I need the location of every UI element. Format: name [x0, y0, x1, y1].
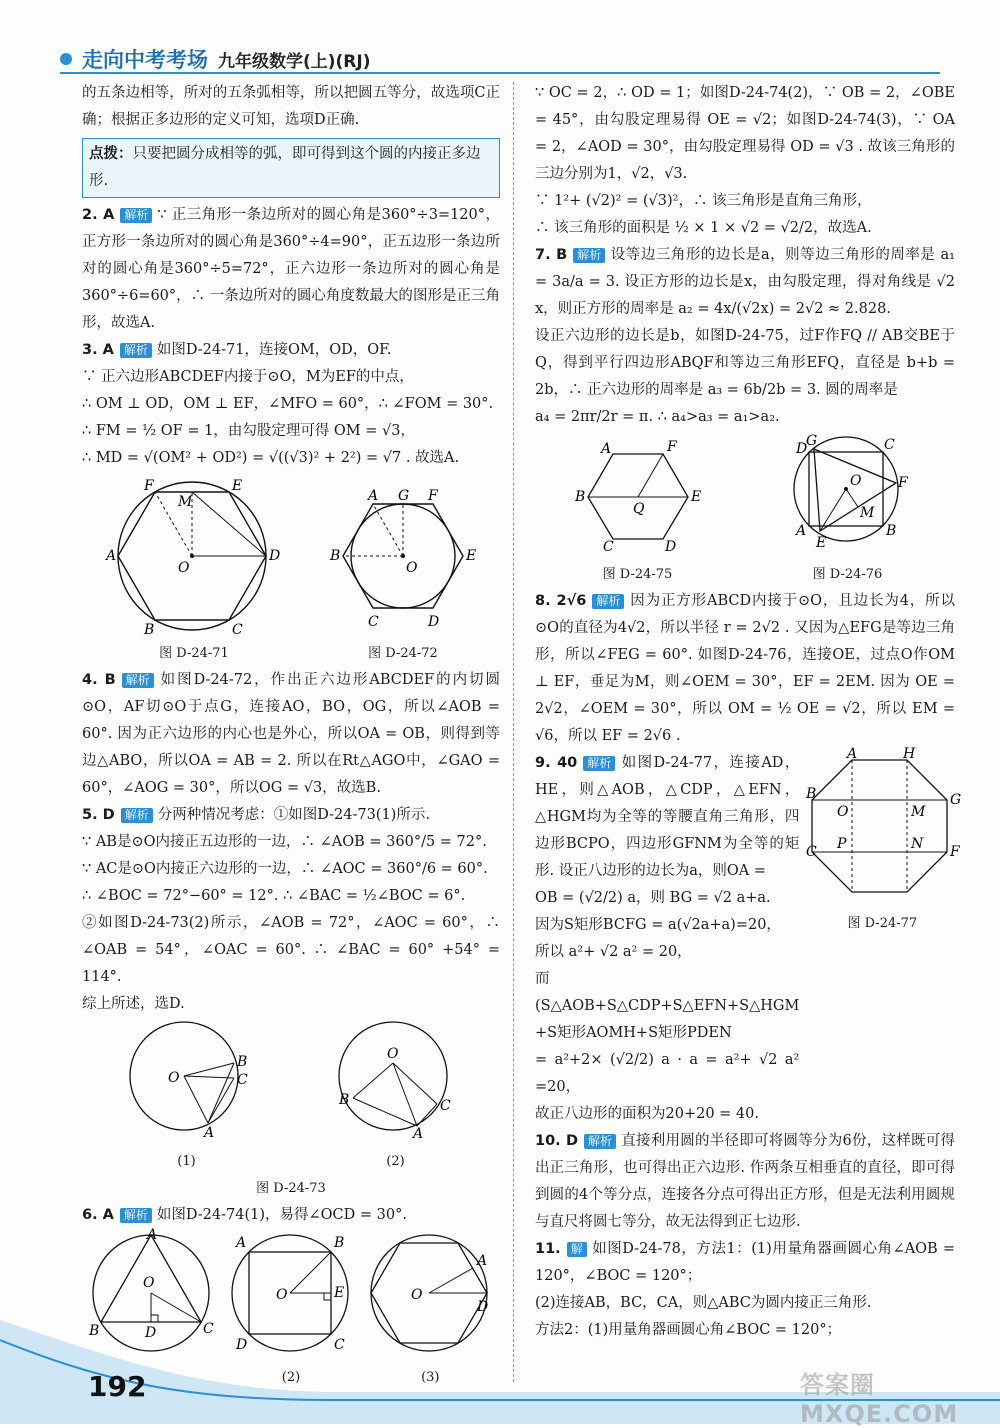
figure-d-24-77 — [806, 746, 962, 1128]
answer-line: 如图D-24-78，方法1：(1)用量角器画圆心角∠AOB = 120°，∠BOC = 120°； — [535, 1241, 955, 1284]
answer-text: 直接利用圆的半径即可将圆等分为6份，这样既可得出正三角形，也可得出正六边形. 作两条互相垂直的直径，即可得到圆的4个等分点，连接各分点可得出正方形，但是无法利用圆规与直尺将圆七等分，故无法得到正七边形. — [535, 1133, 955, 1230]
answer-line: (2)连接AB，BC，CA，则△ABC为圆内接正三角形. — [535, 1295, 872, 1311]
answer-5 — [82, 802, 500, 829]
svg-text:G: G — [950, 792, 962, 808]
answer-11 — [535, 1236, 955, 1290]
svg-text:B: B — [236, 1054, 247, 1070]
svg-text:M: M — [911, 804, 926, 820]
answer-text: 如图D-24-74(1)，易得∠OCD = 30°. — [156, 1207, 407, 1223]
svg-text:O: O — [406, 560, 418, 576]
svg-text:D: D — [269, 548, 281, 564]
answer-line: ∴ ∠BOC = 72°−60° = 12°. ∴ ∠BAC = ½∠BOC = 6°. — [82, 888, 466, 904]
circle-chords-diagram-1 — [122, 1018, 252, 1141]
answer-line: 方法2：(1)用量角器画圆心角∠BOC = 120°； — [535, 1322, 842, 1338]
figure-caption: 图 D-24-77 — [847, 916, 918, 931]
svg-text:N: N — [911, 836, 924, 852]
answer-line: 而(S△AOB+S△CDP+S△EFN+S△HGM +S矩形AOMH+S矩形PDEN — [535, 971, 800, 1041]
figure-73-part-2 — [331, 1018, 461, 1175]
analysis-tag: 解析 — [592, 594, 624, 609]
answer-line: 综上所述，选D. — [82, 996, 185, 1012]
answer-9-block — [535, 746, 962, 1128]
svg-text:B: B — [574, 489, 585, 505]
svg-text:D: D — [144, 1325, 156, 1341]
left-column — [82, 80, 500, 1418]
analysis-tag: 解 — [567, 1242, 587, 1257]
svg-text:A: A — [847, 746, 858, 762]
figure-caption: 图 D-24-75 — [602, 567, 673, 582]
analysis-tag: 解析 — [584, 1134, 616, 1149]
svg-text:Q: Q — [632, 501, 644, 517]
answer-line: ∵ 正六边形ABCDEF内接于⊙O，M为EF的中点， — [82, 369, 414, 385]
book-subtitle: 九年级数学(上)(RJ) — [218, 51, 371, 72]
svg-text:O: O — [275, 1287, 288, 1303]
hexagon-parallelogram-diagram — [573, 439, 703, 555]
svg-text:C: C — [439, 1098, 451, 1114]
svg-text:O: O — [178, 560, 190, 576]
analysis-tag: 解析 — [583, 756, 615, 771]
svg-text:B: B — [330, 548, 341, 564]
answer-line: ∴ MD = √(OM² + OD²) = √((√3)² + 2²) = √7 . 故选A. — [82, 450, 460, 466]
svg-text:B: B — [333, 1235, 345, 1251]
svg-text:O: O — [837, 804, 849, 820]
hexagon-circle-diagram — [104, 476, 284, 636]
answer-text: 如图D-24-72，作出正六边形ABCDEF的内切圆⊙O，AF切⊙O于点G，连接AO，BO，OG，所以∠AOB = 60°. 因为正六边形的内心也是外心，所以OA = OB，则得到等边△ABO，所以OA = AB = 2. 所以在Rt△AGO中，∠GAO = 60°，∠AOG = 30°，所以OG = √3，故选B. — [82, 672, 501, 796]
answer-2 — [82, 202, 500, 337]
answer-line: ∵ OC = 2，∴ OD = 1；如图D-24-74(2)，∵ OB = 2，∠OBE = 45°，由勾股定理易得 OE = √2；如图D-24-74(3)，∵ OA = 2，∠AOD = 30°，由勾股定理易得 OD = √3 . 故该三角形的三边分别为1，√2，√3. — [535, 85, 955, 182]
svg-text:B: B — [88, 1323, 99, 1339]
svg-text:G: G — [398, 488, 410, 504]
answer-line: ∵ AB是⊙O内接正五边形的一边，∴ ∠AOB = 360°/5 = 72°. — [82, 834, 487, 850]
svg-text:H: H — [903, 746, 916, 762]
answer-9-first — [535, 750, 799, 885]
svg-text:B: B — [885, 523, 896, 539]
svg-text:D: D — [664, 539, 676, 555]
svg-text:D: D — [428, 614, 440, 630]
answer-line: 如图D-24-71，连接OM，OD，OF. — [156, 342, 392, 358]
answer-line: = a²+2× (√2/2) a · a = a²+ √2 a² =20， — [535, 1052, 800, 1095]
circle-chords-diagram-2 — [331, 1018, 461, 1142]
answer-line: 如图D-24-77，连接AD，HE，则△AOB，△CDP，△EFN，△HGM均为全等的等腰直角三角形，四边形BCPO，四边形GFNM为全等的矩形. 设正八边形的边长为a，则OA = — [535, 755, 800, 879]
intro-text: 的五条边相等，所对的五条弧相等，所以把圆五等分，故选项C正确；根据正多边形的定义可知，选项D正确. — [82, 85, 500, 128]
answer-line: ∴ FM = ½ OF = 1，由勾股定理可得 OM = √3， — [82, 423, 415, 439]
figure-d-24-73 — [82, 1018, 500, 1175]
tip-label: 点拨： — [89, 146, 133, 162]
figure-sub-caption: (2) — [386, 1154, 405, 1169]
answer-7 — [535, 242, 955, 323]
analysis-tag: 解析 — [120, 208, 152, 223]
answer-line: a₄ = 2πr/2r = π. ∴ a₄>a₃ = a₁>a₂. — [535, 409, 780, 425]
svg-text:D: D — [477, 1299, 489, 1315]
answer-line: 所以 a²+ √2 a² = 20， — [535, 944, 692, 960]
svg-text:A: A — [203, 1125, 214, 1141]
figure-row-75-76 — [535, 431, 955, 588]
figure-caption: 图 D-24-73 — [256, 1181, 326, 1196]
figure-73-part-1 — [122, 1018, 252, 1175]
answer-6 — [82, 1202, 500, 1229]
svg-text:C: C — [883, 437, 895, 453]
figure-row-71-72 — [82, 472, 500, 667]
watermark-logo: 答案圈 MXQE.COM — [800, 1371, 959, 1428]
svg-text:F: F — [950, 844, 961, 860]
answer-line: 设正六边形的边长是b，如图D-24-75，过F作FQ // AB交BE于Q，得到平行四边形ABQF和等边三角形EFQ，直径是 b+b = 2b，∴ 正六边形的周率是 a₃ = 6b/2b = 3. 圆的周率是 — [535, 328, 955, 398]
page-number: 192 — [88, 1370, 147, 1403]
analysis-tag: 解析 — [573, 248, 605, 263]
square-triangle-circle-diagram — [778, 431, 918, 551]
answer-number: 9. 40 — [535, 755, 578, 771]
svg-text:C: C — [202, 1321, 214, 1337]
svg-text:A: A — [235, 1235, 247, 1251]
svg-text:E: E — [466, 548, 477, 564]
svg-text:C: C — [602, 539, 614, 555]
svg-text:B: B — [338, 1092, 349, 1108]
analysis-tag: 解析 — [120, 1208, 152, 1223]
figure-d-24-76 — [778, 431, 918, 588]
page-header — [60, 44, 371, 74]
answer-number: 7. B — [535, 247, 568, 263]
answer-text: 因为正方形ABCD内接于⊙O，且边长为4，所以⊙O的直径为4√2，所以半径 r = 2√2 . 又因为△EFG是等边三角形，所以∠FEG = 60°. 如图D-24-76，连接OE，过点O作OM ⊥ EF，垂足为M，则∠OEM = 30°，EF = 2EM. 因为 OE = 2√2，∠OEM = 30°，所以 OM = ½ OE = √2，所以 EM = √6，所以 EF = 2√6 . — [535, 593, 955, 744]
svg-text:F: F — [144, 478, 154, 494]
answer-line: 故正八边形的面积为20+20 = 40. — [535, 1106, 759, 1122]
svg-text:E: E — [232, 478, 243, 494]
svg-text:C: C — [368, 614, 379, 630]
analysis-tag: 解析 — [120, 343, 152, 358]
tip-text: 只要把圆分成相等的弧，即可得到这个圆的内接正多边形. — [89, 146, 481, 189]
svg-text:C: C — [236, 1072, 248, 1088]
svg-text:C: C — [232, 622, 243, 638]
figure-caption: 图 D-24-72 — [368, 646, 438, 661]
svg-text:E: E — [333, 1285, 345, 1301]
figure-sub-caption: (3) — [421, 1370, 440, 1385]
svg-text:G: G — [805, 433, 817, 449]
svg-text:C: C — [333, 1337, 345, 1353]
svg-text:C: C — [806, 844, 818, 860]
answer-number: 5. D — [82, 807, 115, 823]
column-divider — [513, 82, 515, 1382]
figure-caption: 图 D-24-71 — [159, 646, 229, 661]
header-rule — [60, 72, 940, 74]
answer-text: ∵ 正三角形一条边所对的圆心角是360°÷3=120°，正方形一条边所对的圆心角是360°÷4=90°，正五边形一条边所对的圆心角是360°÷5=72°，正六边形一条边所对的圆心角是360°÷6=60°，∴ 一条边所对的圆心角度数最大的图形是正三角形，故选A. — [82, 207, 500, 331]
figure-d-24-71 — [104, 472, 284, 667]
answer-line: ∵ AC是⊙O内接正六边形的一边，∴ ∠AOC = 360°/6 = 60°. — [82, 861, 488, 877]
svg-text:F: F — [666, 439, 677, 455]
svg-text:A: A — [146, 1227, 157, 1243]
svg-text:O: O — [386, 1046, 398, 1062]
hexagon-incircle-diagram — [328, 486, 478, 636]
svg-text:A: A — [477, 1253, 488, 1269]
figure-d-24-72 — [328, 482, 478, 667]
svg-text:M: M — [178, 494, 193, 510]
tip-box — [82, 138, 500, 198]
answer-10 — [535, 1128, 955, 1236]
analysis-tag: 解析 — [122, 673, 154, 688]
answer-line: ②如图D-24-73(2)所示，∠AOB = 72°，∠AOC = 60°，∴ ∠OAB = 54°，∠OAC = 60°. ∴ ∠BAC = 60° +54° = 114°. — [82, 915, 500, 985]
svg-text:B: B — [144, 622, 155, 638]
answer-line: 因为S矩形BCFG = a(√2a+a)=20， — [535, 917, 781, 933]
answer-8 — [535, 588, 955, 750]
svg-text:A: A — [600, 441, 611, 457]
figure-sub-caption: (1) — [177, 1154, 196, 1169]
figure-sub-caption: (2) — [281, 1370, 301, 1385]
answer-4 — [82, 667, 500, 802]
answer-line: 分两种情况考虑：①如图D-24-73(1)所示. — [157, 807, 430, 823]
svg-text:E: E — [815, 535, 826, 551]
svg-text:B: B — [806, 786, 817, 802]
svg-text:F: F — [428, 488, 438, 504]
svg-text:O: O — [167, 1070, 179, 1086]
answer-9 — [535, 750, 799, 1128]
answer-line: 设等边三角形的边长是a，则等边三角形的周率是 a₁ = 3a/a = 3. 设正方形的边长是x，由勾股定理，得对角线是 √2 x，则正方形的周率是 a₂ = 4x/(√2x) = 2√2 ≈ 2.828. — [535, 247, 955, 317]
answer-number: 6. A — [82, 1207, 114, 1223]
right-column — [535, 80, 962, 1344]
svg-text:D: D — [235, 1337, 248, 1353]
answer-number: 4. B — [82, 672, 116, 688]
figure-d-24-75 — [573, 439, 703, 588]
octagon-diagram — [806, 746, 962, 900]
answer-line: OB = (√2/2) a，则 BG = √2 a+a. — [535, 890, 771, 906]
answer-number: 3. A — [82, 342, 114, 358]
svg-text:O: O — [411, 1287, 423, 1303]
svg-text:O: O — [142, 1275, 155, 1291]
figure-caption: 图 D-24-76 — [812, 567, 883, 582]
svg-text:F: F — [897, 475, 908, 491]
svg-text:A: A — [106, 548, 117, 564]
brand-title: 走向中考考场 — [82, 48, 208, 72]
svg-text:E: E — [690, 489, 701, 505]
answer-line: ∴ 该三角形的面积是 ½ × 1 × √2 = √2/2，故选A. — [535, 220, 872, 236]
svg-text:M: M — [859, 505, 874, 521]
answer-number: 8. 2√6 — [535, 593, 587, 609]
svg-text:A: A — [795, 523, 806, 539]
svg-text:A: A — [412, 1126, 423, 1142]
svg-text:D: D — [795, 441, 807, 457]
answer-line: ∵ 1²+ (√2)² = (√3)²，∴ 该三角形是直角三角形， — [535, 193, 872, 209]
header-dot-icon — [60, 53, 72, 65]
answer-number: 10. D — [535, 1133, 579, 1149]
answer-number: 11. — [535, 1241, 561, 1257]
answer-3 — [82, 337, 500, 364]
svg-text:P: P — [837, 836, 847, 852]
answer-line: ∴ OM ⊥ OD，OM ⊥ EF，∠MFO = 60°，∴ ∠FOM = 30°. — [82, 396, 494, 412]
svg-text:A: A — [368, 488, 379, 504]
analysis-tag: 解析 — [121, 808, 153, 823]
answer-number: 2. A — [82, 207, 115, 223]
svg-text:O: O — [849, 473, 861, 489]
